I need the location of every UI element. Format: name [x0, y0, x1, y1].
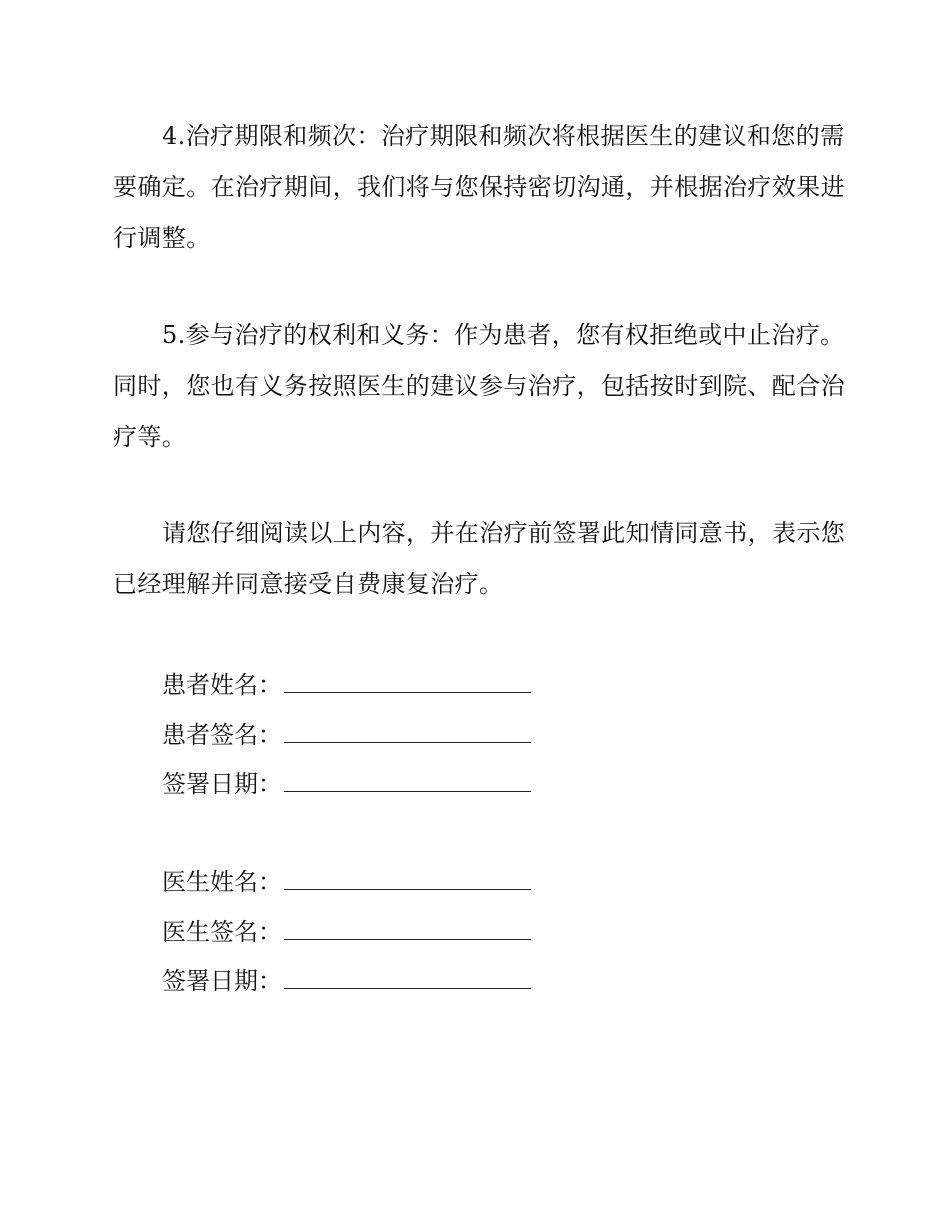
- patient-name-row: [162, 660, 531, 710]
- doctor-signature-section: [162, 857, 531, 1006]
- doctor-name-row: [162, 857, 531, 907]
- patient-date-row: [162, 759, 531, 809]
- patient-name-label: 患者姓名：: [162, 671, 282, 699]
- patient-signature-field[interactable]: [284, 710, 531, 743]
- doctor-date-row: [162, 956, 531, 1006]
- patient-signature-row: [162, 710, 531, 760]
- doctor-signature-row: [162, 907, 531, 957]
- doctor-signature-field[interactable]: [284, 907, 531, 940]
- paragraph-consent-statement: 请您仔细阅读以上内容，并在治疗前签署此知情同意书，表示您已经理解并同意接受自费康复治疗。: [113, 519, 846, 598]
- doctor-name-field[interactable]: [284, 857, 531, 890]
- patient-date-field[interactable]: [284, 759, 531, 792]
- patient-signature-label: 患者签名：: [162, 720, 282, 749]
- doctor-name-label: 医生姓名：: [162, 868, 282, 896]
- doctor-date-label: 签署日期：: [162, 967, 282, 995]
- patient-date-label: 签署日期：: [162, 770, 282, 798]
- patient-signature-section: [162, 660, 531, 809]
- patient-name-field[interactable]: [284, 660, 531, 693]
- doctor-date-field[interactable]: [284, 956, 531, 989]
- paragraph-rights-and-obligations: 5.参与治疗的权利和义务：作为患者，您有权拒绝或中止治疗。同时，您也有义务按照医生的建议参与治疗，包括按时到院、配合治疗等。: [113, 321, 845, 451]
- doctor-signature-label: 医生签名：: [162, 917, 282, 946]
- paragraph-treatment-duration: 4.治疗期限和频次：治疗期限和频次将根据医生的建议和您的需要确定。在治疗期间，我们将与您保持密切沟通，并根据治疗效果进行调整。: [113, 122, 845, 252]
